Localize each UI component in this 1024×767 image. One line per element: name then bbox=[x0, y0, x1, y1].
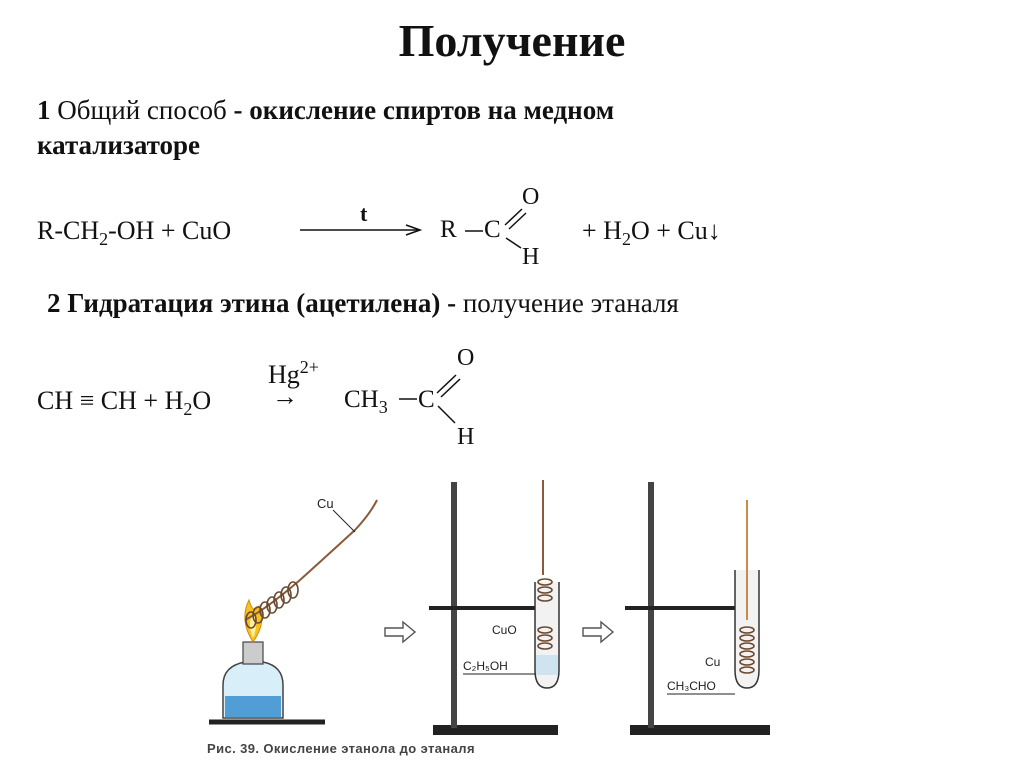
apparatus-figure bbox=[205, 470, 780, 765]
label-cu: Cu bbox=[705, 655, 721, 669]
method1-heading bbox=[37, 95, 614, 126]
label-cuo: CuO bbox=[492, 623, 517, 637]
method1-desc-line2: катализаторе bbox=[37, 130, 201, 160]
reaction2-product-c: C bbox=[418, 386, 435, 413]
method2-desc: получение этаналя bbox=[462, 288, 679, 318]
slide-title: Получение bbox=[398, 15, 626, 66]
label-cu-wire: Cu bbox=[317, 496, 334, 511]
reaction2-product-h: H bbox=[457, 424, 475, 450]
method2-heading bbox=[47, 288, 679, 319]
reaction2-product-ch3: $CH_3$ bbox=[344, 386, 388, 417]
method1-name: Общий способ bbox=[57, 95, 227, 125]
reaction1-product-c: C bbox=[484, 216, 501, 243]
reaction2-reactants: CH ≡ CH + $H_2O$ bbox=[37, 386, 212, 419]
label-ethanal: CH₃CHO bbox=[667, 679, 716, 693]
reaction2-bonds bbox=[395, 355, 475, 435]
figure-caption: Рис. 39. Окисление этанола до этаналя bbox=[207, 741, 475, 756]
reaction2-product-o: O bbox=[457, 345, 475, 371]
reaction2-arrow: → bbox=[272, 382, 298, 411]
reaction1-condition: t bbox=[360, 201, 368, 226]
reaction1-bonds bbox=[455, 190, 535, 260]
reaction2-catalyst: $Hg^{2+}$ bbox=[268, 357, 319, 389]
reaction1-product-h: H bbox=[522, 244, 540, 270]
method2-dash: - bbox=[447, 288, 457, 318]
reaction1-product-r: R bbox=[440, 216, 457, 243]
method2-number: 2 bbox=[47, 288, 61, 318]
reaction1-reactants: $R-CH_2-OH$ + CuO bbox=[37, 216, 232, 249]
label-ethanol: C₂H₅OH bbox=[463, 659, 508, 673]
method1-number: 1 bbox=[37, 95, 51, 125]
reaction1-arrow bbox=[298, 222, 428, 238]
method1-desc-line1: окисление спиртов на медном bbox=[249, 95, 615, 125]
reaction1-product-o: O bbox=[522, 184, 540, 210]
method2-name: Гидратация этина (ацетилена) bbox=[67, 288, 441, 318]
method1-dash: - bbox=[233, 95, 243, 125]
reaction1-byproducts: + $H_2O$ + Cu↓ bbox=[582, 216, 721, 249]
